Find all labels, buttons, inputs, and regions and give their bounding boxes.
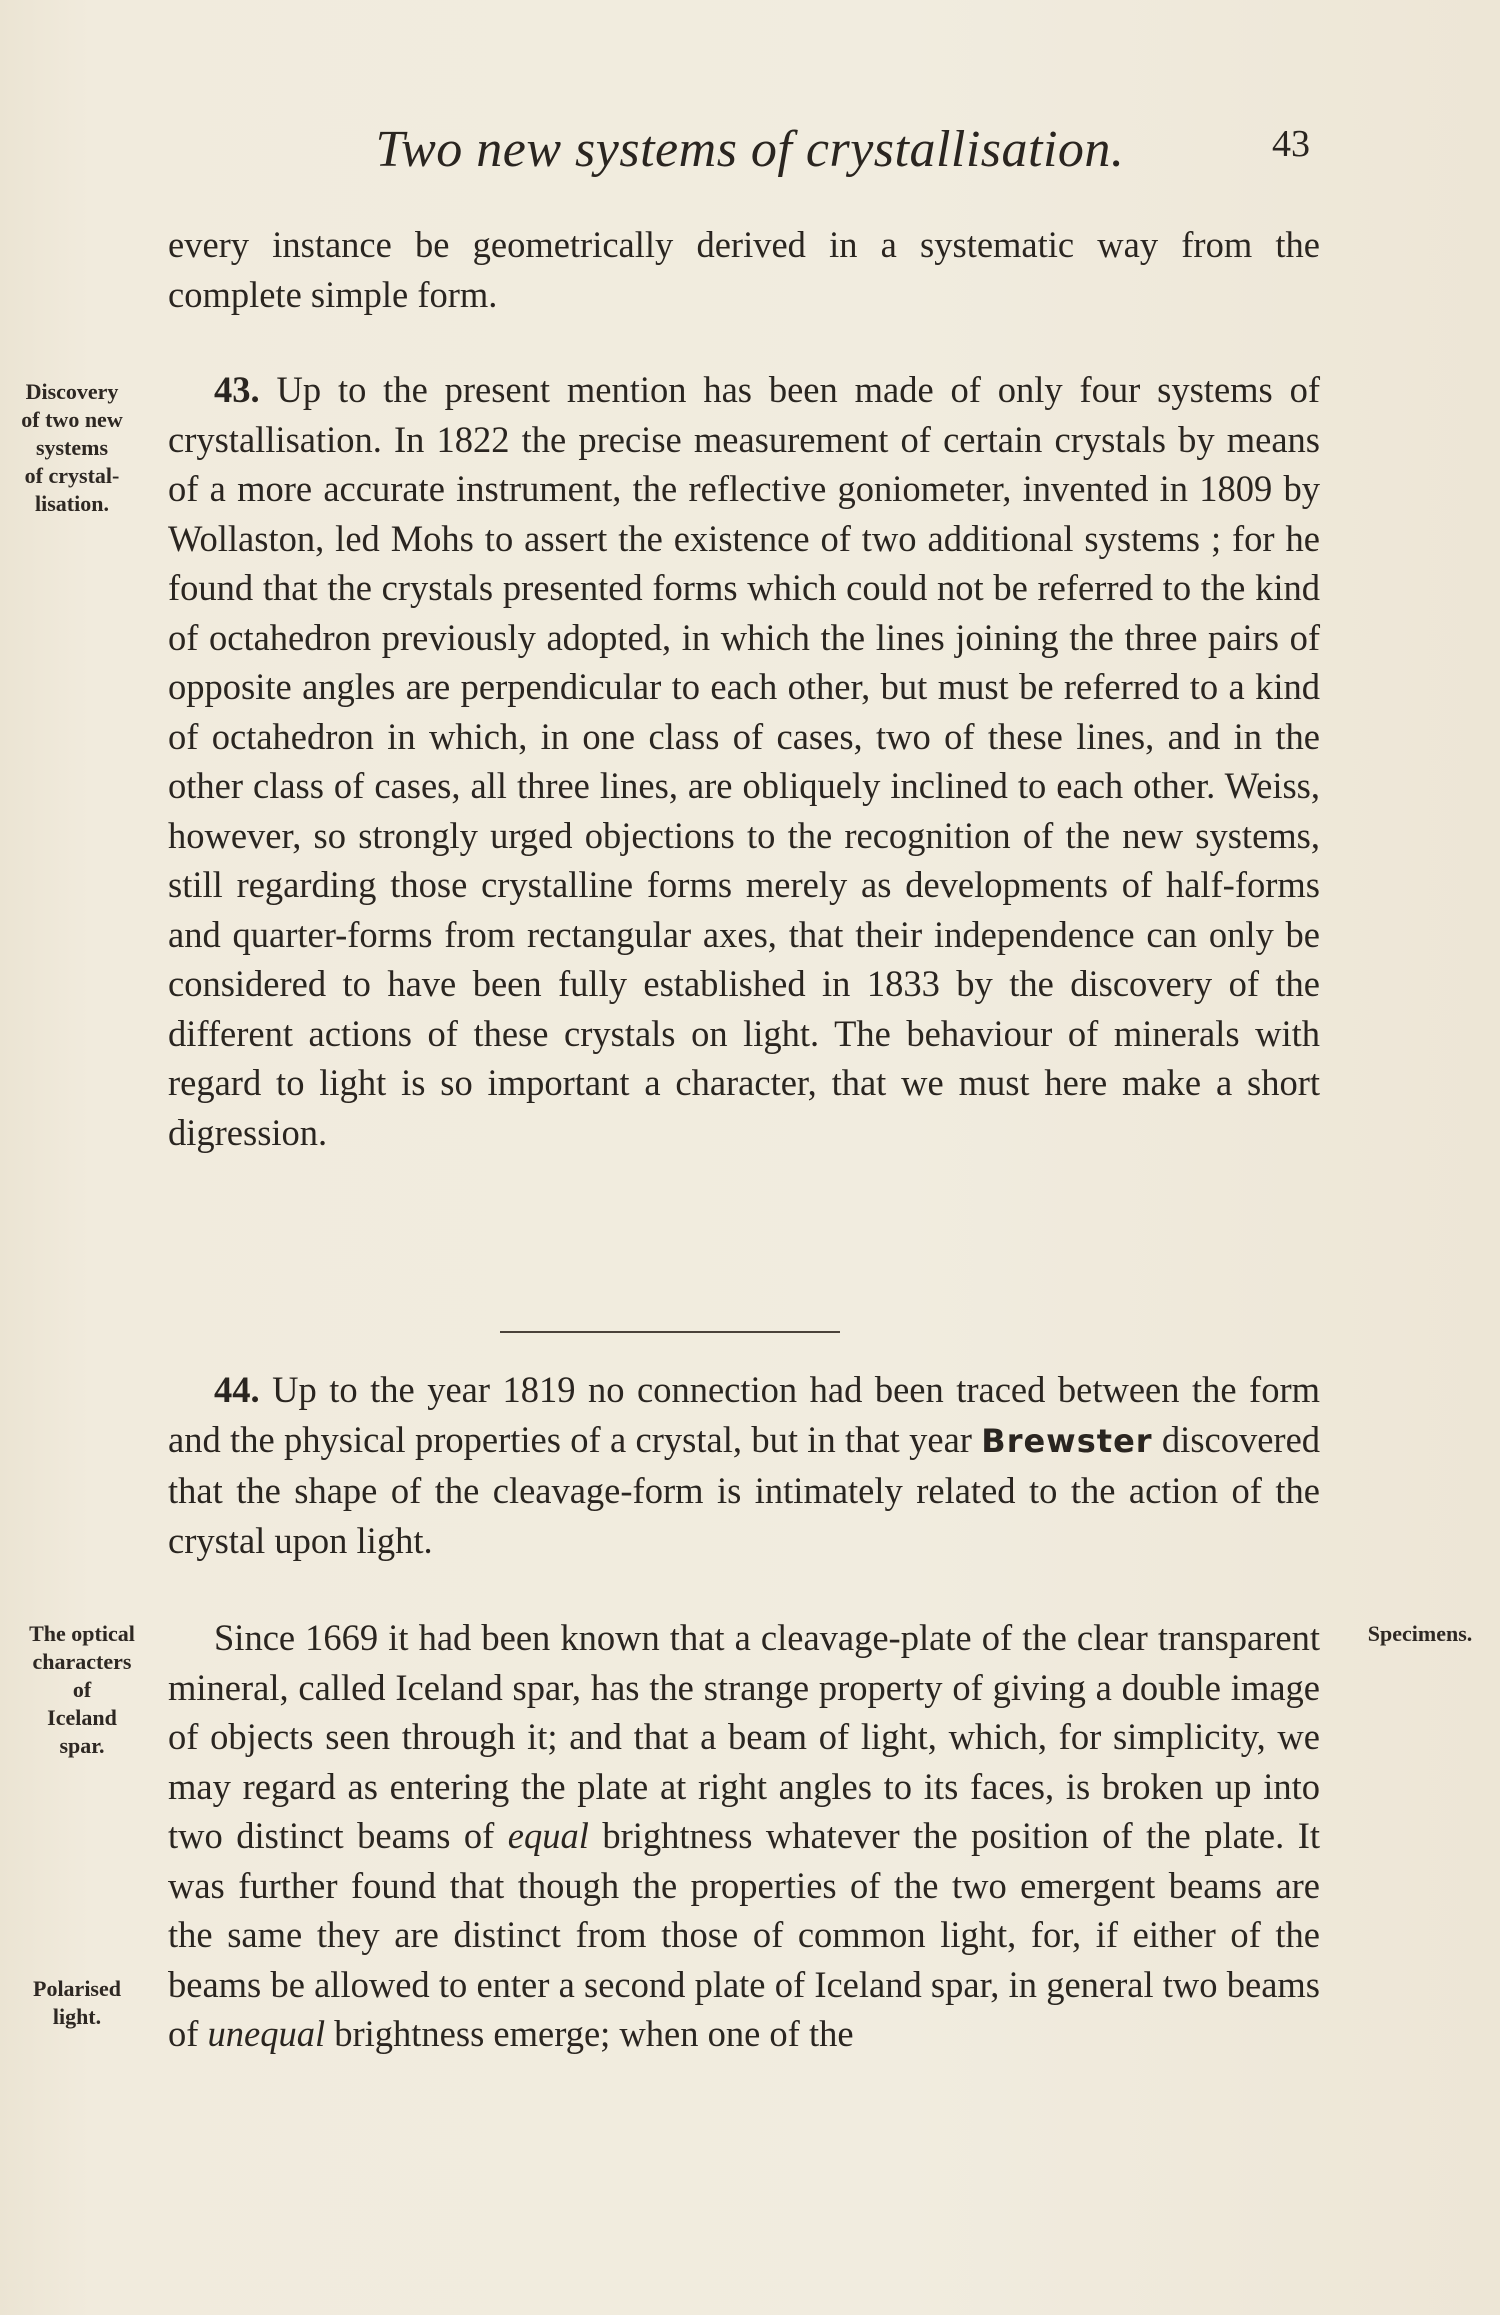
sidenote-line: of two new [21, 407, 123, 432]
sidenote-line: systems [35, 435, 109, 460]
paragraph-44-number: 44. [214, 1369, 260, 1410]
paragraph-iceland-text-b: brightness whatever the position of the plate. It was further found that though the properties of the two emergent beams are the same they are distinct from those of common light, for, if either of the beams be allowed to enter a second plate of Iceland spar, in general two beams of [168, 1815, 1321, 2054]
sidenote-line: Discovery [25, 379, 119, 404]
intro-text: every instance be geometrically derived in a systematic way from the complete simple form. [168, 224, 1320, 315]
page-number: 43 [1272, 123, 1310, 165]
sidenote-polarised [2, 1975, 152, 2031]
running-head [160, 120, 1320, 180]
paragraph-44 [168, 1365, 1320, 1565]
sidenote-specimens [1345, 1620, 1495, 1648]
running-title: Two new systems of crystallisation. [375, 121, 1125, 178]
sidenote-line: of [72, 1677, 92, 1702]
sidenote-line: spar. [59, 1733, 105, 1758]
paragraph-44-text-before: Up to the year 1819 no connection had been traced between the form and the physical properties of a crystal, but in that year [168, 1369, 1321, 1460]
paragraph-44-text-after: discovered that the shape of the cleavage-form is intimately related to the action of the crystal upon light. [168, 1418, 1321, 1561]
sidenote-line: Specimens. [1367, 1621, 1473, 1646]
paragraph-iceland-spar-body [168, 1613, 1320, 2059]
paragraph-44-body [168, 1365, 1320, 1565]
sidenote-line: The optical [29, 1621, 135, 1646]
sidenote-optical [2, 1620, 162, 1760]
paragraph-43-body [168, 365, 1320, 1157]
paragraph-iceland-spar [168, 1613, 1320, 2059]
sidenote-discovery [2, 378, 142, 518]
sidenote-line: Iceland [47, 1705, 117, 1730]
section-divider [500, 1331, 840, 1333]
sidenote-line: Polarised [33, 1976, 121, 2001]
sidenote-line: lisation. [35, 491, 109, 516]
sidenote-line: light. [52, 2004, 102, 2029]
brewster-name: Brewster [981, 1421, 1153, 1460]
paragraph-43 [168, 365, 1320, 1157]
paragraph-43-text: Up to the present mention has been made of only four systems of crystallisation. In 1822 the precise measurement of certain crystals by means of a more accurate instrument, the reflective goniometer, invented in 1809 by Wollaston, led Mohs to assert the existence of two additional systems ; for he found that the crystals presented forms which could not be referred to the kind of octahedron previously adopted, in which the lines joining the three pairs of opposite angles are perpendicular to each other, but must be referred to a kind of octahedron in which, in one class of cases, two of these lines, and in the other class of cases, all three lines, are obliquely inclined to each other. Weiss, however, so strongly urged objections to the recognition of the new systems, still regarding those crystalline forms merely as developments of half-forms and quarter-forms from rectangular axes, that their independence can only be considered to have been fully established in 1833 by the discovery of the different actions of these crystals on light. The behaviour of minerals with regard to light is so important a character, that we must here make a short digression. [168, 369, 1320, 1153]
sidenote-line: characters [32, 1649, 132, 1674]
emphasis-equal: equal [507, 1815, 589, 1856]
paragraph-43-number: 43. [214, 369, 260, 410]
emphasis-unequal: unequal [207, 2013, 326, 2054]
paragraph-iceland-text-a: Since 1669 it had been known that a cleavage-plate of the clear transparent mineral, called Iceland spar, has the strange property of giving a double image of objects seen through it; and that a beam of light, which, for simplicity, we may regard as entering the plate at right angles to its faces, is broken up into two distinct beams of [168, 1617, 1320, 1856]
paragraph-iceland-text-c: brightness emerge; when one of the [334, 2013, 854, 2054]
intro-paragraph [168, 220, 1320, 319]
sidenote-line: of crystal- [24, 463, 120, 488]
